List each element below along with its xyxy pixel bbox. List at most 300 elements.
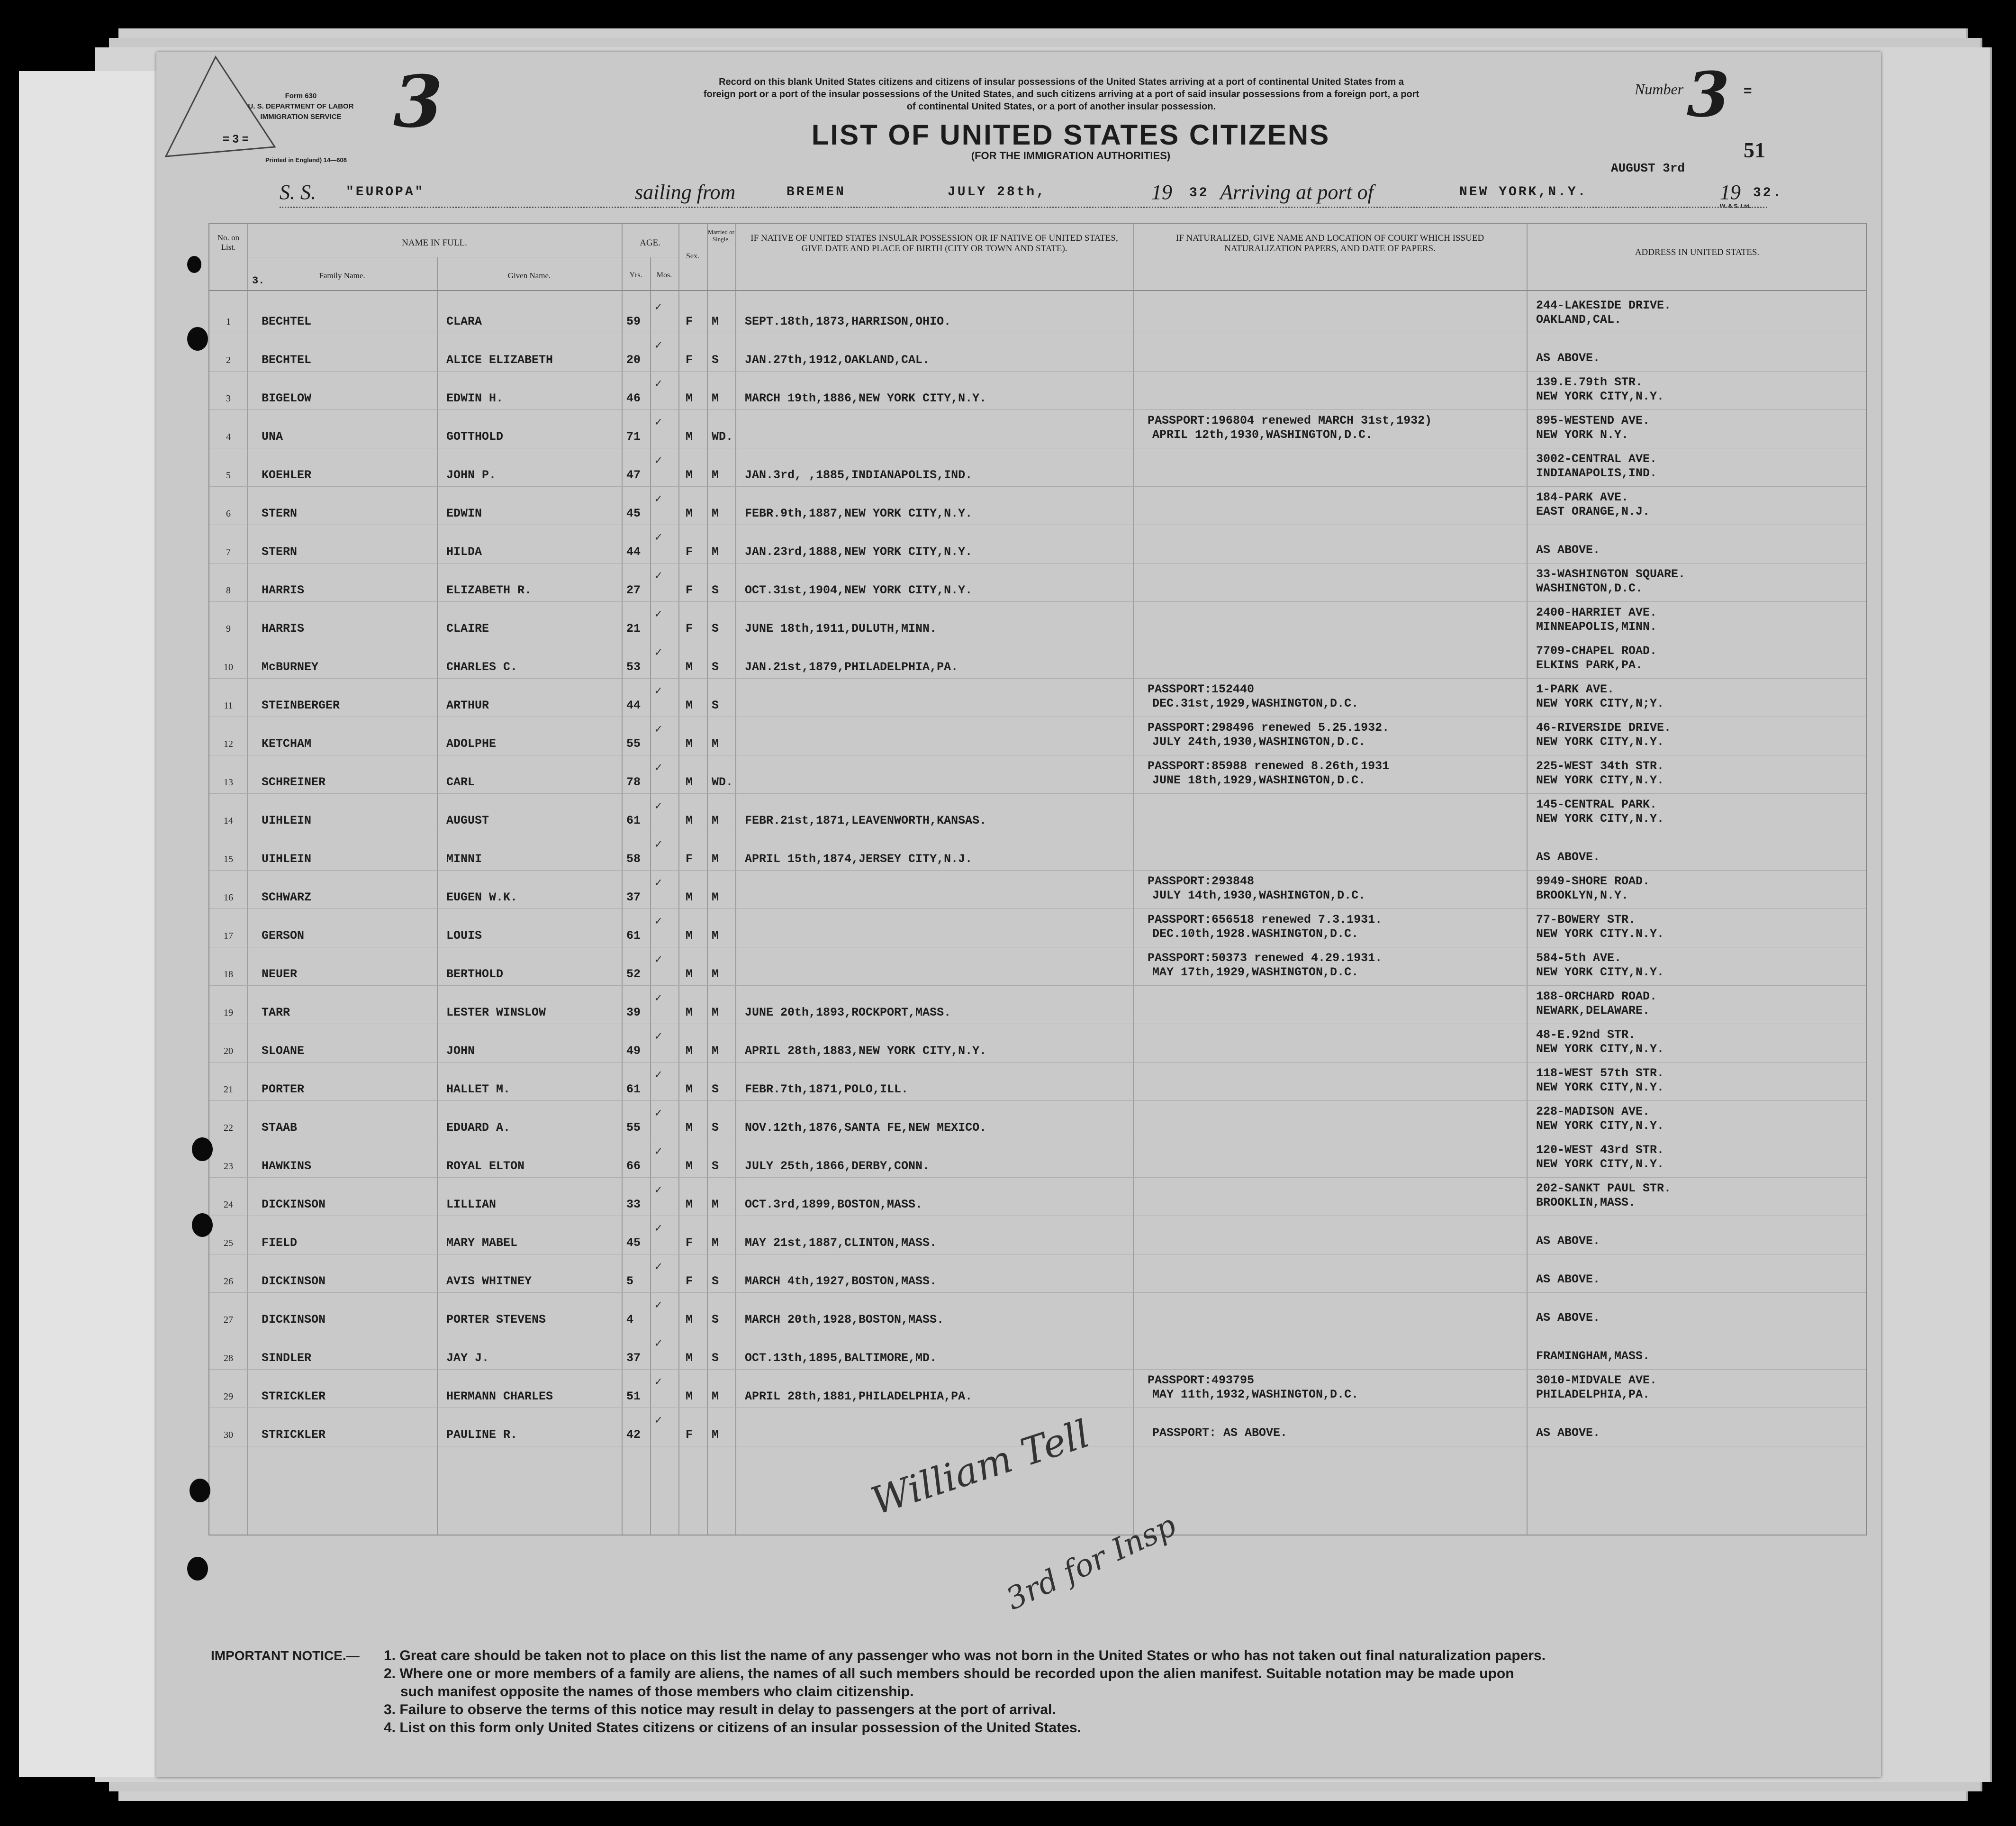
cell-birth: JUNE 20th,1893,ROCKPORT,MASS. [745, 1006, 951, 1019]
cell-given: MARY MABEL [446, 1236, 518, 1250]
printed-note: Printed in England) 14—608 [265, 156, 347, 164]
cell-family: McBURNEY [262, 660, 319, 674]
cell-nat2: MAY 17th,1929,WASHINGTON,D.C. [1152, 965, 1359, 979]
printer-mark: W. & S. Ltd. [1720, 203, 1751, 209]
cell-family: STRICKLER [262, 1390, 326, 1403]
cell-age: 53 [626, 660, 641, 674]
check-mark: ✓ [655, 1222, 662, 1236]
cell-family: SCHREINER [262, 775, 326, 789]
cell-given: JOHN [446, 1044, 475, 1058]
cell-no: 5 [226, 470, 231, 481]
cell-sex: F [686, 622, 693, 636]
service: IMMIGRATION SERVICE [260, 113, 342, 121]
cell-family: STEINBERGER [262, 699, 340, 712]
cell-sex: F [686, 583, 693, 597]
voyage-rule [280, 207, 1767, 208]
page-title: LIST OF UNITED STATES CITIZENS [811, 119, 1330, 151]
cell-addr1: 225-WEST 34th STR. [1536, 759, 1664, 773]
table-row [209, 986, 1866, 1024]
cell-nat2: APRIL 12th,1930,WASHINGTON,D.C. [1152, 428, 1373, 442]
cell-age: 21 [626, 622, 641, 636]
number-dash: = [1744, 83, 1752, 99]
cell-addr2: PHILADELPHIA,PA. [1536, 1388, 1650, 1401]
cell-age: 5 [626, 1274, 634, 1288]
cell-no: 2 [226, 355, 231, 365]
cell-addr2: NEW YORK CITY,N;Y. [1536, 697, 1664, 710]
cell-no: 3 [226, 393, 231, 404]
cell-addr1: 9949-SHORE ROAD. [1536, 874, 1650, 888]
cell-family: GERSON [262, 929, 305, 943]
check-mark: ✓ [655, 608, 662, 621]
cell-no: 4 [226, 432, 231, 442]
cell-age: 46 [626, 391, 641, 405]
cell-given: MINNI [446, 852, 482, 866]
manifest-sheet [156, 52, 1881, 1777]
cell-sex: M [686, 1121, 693, 1135]
page-number: 51 [1744, 138, 1765, 162]
cell-birth: JAN.3rd, ,1885,INDIANAPOLIS,IND. [745, 468, 973, 482]
cell-age: 42 [626, 1428, 641, 1442]
cell-age: 66 [626, 1159, 641, 1173]
header-rule [209, 290, 1866, 291]
cell-age: 59 [626, 315, 641, 328]
cell-given: JOHN P. [446, 468, 497, 482]
cell-age: 44 [626, 699, 641, 712]
cell-addr1: 139.E.79th STR. [1536, 375, 1643, 389]
cell-nat1: PASSPORT:656518 renewed 7.3.1931. [1148, 913, 1383, 927]
cell-age: 52 [626, 967, 641, 981]
header-sex: Sex. [686, 252, 699, 260]
cell-no: 14 [224, 816, 233, 826]
cell-addr2: EAST ORANGE,N.J. [1536, 505, 1650, 518]
table-row [209, 1370, 1866, 1408]
cell-nat2: DEC.31st,1929,WASHINGTON,D.C. [1152, 697, 1359, 710]
cell-no: 27 [224, 1315, 233, 1325]
punch-hole [192, 1213, 213, 1237]
cell-family: KETCHAM [262, 737, 312, 751]
cell-family: STAAB [262, 1121, 298, 1135]
cell-addr2: MINNEAPOLIS,MINN. [1536, 620, 1657, 634]
cell-birth: APRIL 15th,1874,JERSEY CITY,N.J. [745, 852, 973, 866]
cell-sex: M [686, 507, 693, 520]
punch-hole [187, 256, 201, 273]
cell-given: GOTTHOLD [446, 430, 504, 444]
cell-family: HAWKINS [262, 1159, 312, 1173]
check-mark: ✓ [655, 377, 662, 391]
cell-sex: M [686, 1006, 693, 1019]
cell-ms: M [712, 929, 719, 943]
table-row [209, 333, 1866, 372]
header-marital: Married or Single. [708, 228, 734, 243]
cell-sex: F [686, 545, 693, 559]
table-row [209, 372, 1866, 410]
cell-given: PAULINE R. [446, 1428, 518, 1442]
cell-nat1: PASSPORT:196804 renewed MARCH 31st,1932) [1148, 414, 1432, 427]
inspector-note: 3rd for Insp [1001, 1508, 1182, 1617]
table-row [209, 1063, 1866, 1101]
table-row [209, 1293, 1866, 1331]
cell-addr2: AS ABOVE. [1536, 850, 1600, 864]
check-mark: ✓ [655, 339, 662, 353]
check-mark: ✓ [655, 454, 662, 468]
cell-addr1: 118-WEST 57th STR. [1536, 1066, 1664, 1080]
cell-no: 22 [224, 1123, 233, 1133]
cell-birth: OCT.3rd,1899,BOSTON,MASS. [745, 1198, 923, 1211]
cell-ms: M [712, 468, 719, 482]
list-marker: = 3 = [223, 133, 249, 145]
cell-addr2: NEW YORK CITY,N.Y. [1536, 773, 1664, 787]
cell-age: 78 [626, 775, 641, 789]
cell-ms: S [712, 660, 719, 674]
cell-sex: M [686, 890, 693, 904]
table-row [209, 909, 1866, 947]
year-to: 32. [1753, 186, 1783, 200]
cell-age: 61 [626, 929, 641, 943]
passenger-table [208, 223, 1867, 1535]
cell-ms: S [712, 1082, 719, 1096]
check-mark: ✓ [655, 799, 662, 813]
cell-ms: M [712, 315, 719, 328]
cell-age: 51 [626, 1390, 641, 1403]
cell-sex: M [686, 1390, 693, 1403]
cell-no: 12 [224, 739, 233, 749]
cell-sex: F [686, 1236, 693, 1250]
cell-family: DICKINSON [262, 1198, 326, 1211]
cell-addr2: NEW YORK CITY,N.Y. [1536, 735, 1664, 749]
cell-age: 55 [626, 737, 641, 751]
cell-sex: M [686, 660, 693, 674]
cell-given: AUGUST [446, 814, 489, 827]
cell-sex: M [686, 929, 693, 943]
cell-addr2: AS ABOVE. [1536, 1311, 1600, 1325]
check-mark: ✓ [655, 1183, 662, 1197]
cell-addr2: INDIANAPOLIS,IND. [1536, 466, 1657, 480]
header-naturalized: IF NATURALIZED, GIVE NAME AND LOCATION OF COURT WHICH ISSUED NATURALIZATION PAPERS, AND DATE OF PAPERS. [1175, 233, 1484, 254]
cell-no: 21 [224, 1084, 233, 1095]
check-mark: ✓ [655, 991, 662, 1005]
cell-sex: M [686, 737, 693, 751]
cell-nat2: PASSPORT: AS ABOVE. [1152, 1426, 1288, 1440]
ship-name: "EUROPA" [346, 185, 425, 200]
cell-ms: M [712, 391, 719, 405]
cell-no: 18 [224, 969, 233, 980]
cell-given: EDUARD A. [446, 1121, 511, 1135]
cell-given: PORTER STEVENS [446, 1313, 546, 1326]
cell-ms: M [712, 545, 719, 559]
intro-line: of continental United States, or a port of another insular possession. [906, 101, 1216, 112]
cell-age: 61 [626, 814, 641, 827]
cell-nat1: PASSPORT:152440 [1148, 682, 1255, 696]
cell-family: FIELD [262, 1236, 298, 1250]
check-mark: ✓ [655, 300, 662, 314]
intro-line: Record on this blank United States citizens and citizens of insular possessions of the United States arriving at a port of continental United States from a [719, 77, 1404, 87]
cell-addr1: 3002-CENTRAL AVE. [1536, 452, 1657, 466]
cell-birth: MARCH 4th,1927,BOSTON,MASS. [745, 1274, 937, 1288]
check-mark: ✓ [655, 684, 662, 698]
cell-age: 33 [626, 1198, 641, 1211]
cell-ms: M [712, 1428, 719, 1442]
cell-nat1: PASSPORT:493795 [1148, 1373, 1255, 1387]
cell-ms: M [712, 1236, 719, 1250]
cell-sex: M [686, 775, 693, 789]
cell-age: 58 [626, 852, 641, 866]
cell-age: 71 [626, 430, 641, 444]
cell-ms: M [712, 890, 719, 904]
cell-ms: S [712, 699, 719, 712]
cell-given: JAY J. [446, 1351, 489, 1365]
punch-hole [187, 327, 208, 351]
cell-addr2: NEWARK,DELAWARE. [1536, 1004, 1650, 1017]
cell-sex: M [686, 1044, 693, 1058]
check-mark: ✓ [655, 1260, 662, 1274]
table-row [209, 410, 1866, 448]
cell-addr2: AS ABOVE. [1536, 1272, 1600, 1286]
cell-addr1: 1-PARK AVE. [1536, 682, 1615, 696]
cell-ms: S [712, 1313, 719, 1326]
intro-line: foreign port or a port of the insular possessions of the United States, and such citizens arriving at a port of said insular possessions from a foreign port, a port [703, 89, 1419, 100]
cell-family: DICKINSON [262, 1313, 326, 1326]
cell-birth: MARCH 19th,1886,NEW YORK CITY,N.Y. [745, 391, 987, 405]
port-from: BREMEN [787, 185, 846, 200]
check-mark: ✓ [655, 953, 662, 967]
cell-addr1: 3010-MIDVALE AVE. [1536, 1373, 1657, 1387]
cell-given: LILLIAN [446, 1198, 497, 1211]
cell-birth: FEBR.7th,1871,POLO,ILL. [745, 1082, 909, 1096]
cell-no: 30 [224, 1430, 233, 1440]
cell-no: 15 [224, 854, 233, 864]
cell-addr1: 145-CENTRAL PARK. [1536, 798, 1657, 811]
cell-nat2: JUNE 18th,1929,WASHINGTON,D.C. [1152, 773, 1366, 787]
cell-ms: M [712, 507, 719, 520]
cell-age: 37 [626, 1351, 641, 1365]
cell-ms: S [712, 1121, 719, 1135]
cell-no: 28 [224, 1353, 233, 1363]
check-mark: ✓ [655, 1375, 662, 1389]
cell-addr2: ELKINS PARK,PA. [1536, 658, 1643, 672]
cell-sex: M [686, 468, 693, 482]
table-row [209, 1216, 1866, 1254]
notice-item: 4. List on this form only United States citizens or citizens of an insular possession of the United States. [384, 1720, 1081, 1735]
cell-given: ROYAL ELTON [446, 1159, 525, 1173]
cell-age: 47 [626, 468, 641, 482]
cell-addr2: NEW YORK CITY,N.Y. [1536, 1157, 1664, 1171]
cell-ms: S [712, 622, 719, 636]
cell-addr1: 2400-HARRIET AVE. [1536, 606, 1657, 619]
cell-addr1: 184-PARK AVE. [1536, 491, 1629, 504]
cell-no: 26 [224, 1276, 233, 1287]
cell-birth: JULY 25th,1866,DERBY,CONN. [745, 1159, 930, 1173]
table-row [209, 1101, 1866, 1139]
cell-addr1: 584-5th AVE. [1536, 951, 1622, 965]
year-prefix: 19 [1720, 181, 1741, 204]
notice-item: 3. Failure to observe the terms of this notice may result in delay to passengers at the port of arrival. [384, 1702, 1056, 1717]
cell-age: 45 [626, 507, 641, 520]
table-row [209, 448, 1866, 487]
cell-family: TARR [262, 1006, 290, 1019]
table-row [209, 1024, 1866, 1063]
cell-sex: M [686, 1159, 693, 1173]
cell-ms: S [712, 1159, 719, 1173]
cell-birth: APRIL 28th,1881,PHILADELPHIA,PA. [745, 1390, 973, 1403]
cell-addr2: OAKLAND,CAL. [1536, 313, 1622, 327]
header-given: Given Name. [507, 271, 551, 280]
cell-sex: M [686, 967, 693, 981]
date-from: JULY 28th, [948, 185, 1047, 200]
table-row [209, 563, 1866, 602]
cell-addr2: WASHINGTON,D.C. [1536, 581, 1643, 595]
header-mos: Mos. [656, 271, 672, 279]
cell-given: EDWIN [446, 507, 482, 520]
year-from: 32 [1189, 186, 1209, 200]
cell-ms: M [712, 1006, 719, 1019]
cell-given: LOUIS [446, 929, 482, 943]
cell-no: 25 [224, 1238, 233, 1248]
check-mark: ✓ [655, 1299, 662, 1312]
cell-given: LESTER WINSLOW [446, 1006, 546, 1019]
table-row [209, 640, 1866, 679]
notice-item: 1. Great care should be taken not to place on this list the name of any passenger who was not born in the United States or who has not taken out final naturalization papers. [384, 1648, 1546, 1663]
ss-label: S. S. [280, 181, 316, 204]
cell-nat2: JULY 24th,1930,WASHINGTON,D.C. [1152, 735, 1366, 749]
cell-given: BERTHOLD [446, 967, 504, 981]
cell-ms: WD. [712, 775, 733, 789]
list-number: 3. [252, 275, 265, 287]
cell-sex: F [686, 852, 693, 866]
cell-ms: M [712, 1198, 719, 1211]
cell-ms: S [712, 1351, 719, 1365]
cell-family: STERN [262, 545, 298, 559]
cell-no: 9 [226, 624, 231, 634]
cell-family: PORTER [262, 1082, 305, 1096]
check-mark: ✓ [655, 416, 662, 429]
check-mark: ✓ [655, 646, 662, 660]
cell-family: STRICKLER [262, 1428, 326, 1442]
cell-birth: FEBR.21st,1871,LEAVENWORTH,KANSAS. [745, 814, 987, 827]
cell-nat2: MAY 11th,1932,WASHINGTON,D.C. [1152, 1388, 1359, 1401]
table-row [209, 832, 1866, 871]
year-prefix: 19 [1151, 181, 1172, 204]
department: U. S. DEPARTMENT OF LABOR [248, 102, 354, 110]
binding-strip [19, 71, 161, 1777]
cell-given: CHARLES C. [446, 660, 518, 674]
table-row [209, 1178, 1866, 1216]
table-row [209, 1254, 1866, 1293]
cell-no: 13 [224, 777, 233, 788]
cell-nat2: JULY 14th,1930,WASHINGTON,D.C. [1152, 889, 1366, 902]
cell-no: 6 [226, 509, 231, 519]
cell-ms: M [712, 967, 719, 981]
cell-family: SINDLER [262, 1351, 312, 1365]
cell-sex: M [686, 1351, 693, 1365]
cell-family: BIGELOW [262, 391, 312, 405]
cell-ms: M [712, 1390, 719, 1403]
sailing-label: sailing from [635, 181, 736, 204]
cell-age: 49 [626, 1044, 641, 1058]
cell-given: ADOLPHE [446, 737, 497, 751]
cell-family: BECHTEL [262, 315, 312, 328]
cell-given: CLARA [446, 315, 482, 328]
cell-no: 7 [226, 547, 231, 557]
cell-family: HARRIS [262, 583, 305, 597]
punch-hole [187, 1557, 208, 1581]
header-name: NAME IN FULL. [402, 238, 467, 248]
check-mark: ✓ [655, 838, 662, 852]
cell-family: STERN [262, 507, 298, 520]
cell-birth: SEPT.18th,1873,HARRISON,OHIO. [745, 315, 951, 328]
cell-no: 19 [224, 1008, 233, 1018]
table-row [209, 525, 1866, 563]
cell-family: BECHTEL [262, 353, 312, 367]
cell-family: SCHWARZ [262, 890, 312, 904]
cell-ms: M [712, 852, 719, 866]
header-yrs: Yrs. [629, 271, 642, 279]
cell-no: 1 [226, 317, 231, 327]
cell-birth: OCT.13th,1895,BALTIMORE,MD. [745, 1351, 937, 1365]
cell-birth: NOV.12th,1876,SANTA FE,NEW MEXICO. [745, 1121, 987, 1135]
cell-nat1: PASSPORT:85988 renewed 8.26th,1931 [1148, 759, 1390, 773]
cell-family: NEUER [262, 967, 298, 981]
cell-age: 61 [626, 1082, 641, 1096]
check-mark: ✓ [655, 1414, 662, 1427]
punch-hole [192, 1137, 213, 1161]
cell-no: 17 [224, 931, 233, 941]
cell-age: 55 [626, 1121, 641, 1135]
header-birth: IF NATIVE OF UNITED STATES INSULAR POSSESSION OR IF NATIVE OF UNITED STATES, GIVE DATE AND PLACE OF BIRTH (CITY OR TOWN AND STATE). [750, 233, 1118, 254]
cell-addr1: 202-SANKT PAUL STR. [1536, 1181, 1672, 1195]
cell-given: HILDA [446, 545, 482, 559]
cell-no: 23 [224, 1161, 233, 1172]
notice-label: IMPORTANT NOTICE.— [211, 1648, 360, 1663]
cell-sex: M [686, 1082, 693, 1096]
number-value: 3 [1687, 58, 1730, 131]
check-mark: ✓ [655, 1145, 662, 1159]
cell-sex: F [686, 1274, 693, 1288]
cell-given: HERMANN CHARLES [446, 1390, 553, 1403]
cell-birth: JAN.23rd,1888,NEW YORK CITY,N.Y. [745, 545, 973, 559]
header-age: AGE. [640, 238, 660, 248]
table-row [209, 1139, 1866, 1178]
cell-given: CARL [446, 775, 475, 789]
port-to: NEW YORK,N.Y. [1459, 185, 1588, 200]
cell-family: UIHLEIN [262, 852, 312, 866]
cell-nat2: DEC.10th,1928.WASHINGTON,D.C. [1152, 927, 1359, 941]
check-mark: ✓ [655, 531, 662, 545]
check-mark: ✓ [655, 1068, 662, 1082]
check-mark: ✓ [655, 1107, 662, 1120]
cell-family: UNA [262, 430, 283, 444]
cell-age: 4 [626, 1313, 634, 1326]
cell-addr1: 895-WESTEND AVE. [1536, 414, 1650, 427]
cell-age: 27 [626, 583, 641, 597]
cell-nat1: PASSPORT:50373 renewed 4.29.1931. [1148, 951, 1383, 965]
cell-sex: F [686, 315, 693, 328]
cell-sex: M [686, 814, 693, 827]
cell-ms: S [712, 1274, 719, 1288]
cell-sex: M [686, 1198, 693, 1211]
inspector-signature: William Tell [866, 1411, 1095, 1524]
cell-addr2: AS ABOVE. [1536, 1426, 1600, 1440]
cell-addr2: NEW YORK N.Y. [1536, 428, 1629, 442]
cell-ms: M [712, 737, 719, 751]
number-label: Number [1635, 81, 1684, 98]
handwritten-number: 3 [393, 60, 443, 144]
check-mark: ✓ [655, 723, 662, 736]
cell-given: HALLET M. [446, 1082, 511, 1096]
cell-addr1: 228-MADISON AVE. [1536, 1105, 1650, 1118]
date-to: AUGUST 3rd [1611, 161, 1685, 175]
table-row [209, 755, 1866, 794]
cell-addr1: 244-LAKESIDE DRIVE. [1536, 299, 1672, 312]
